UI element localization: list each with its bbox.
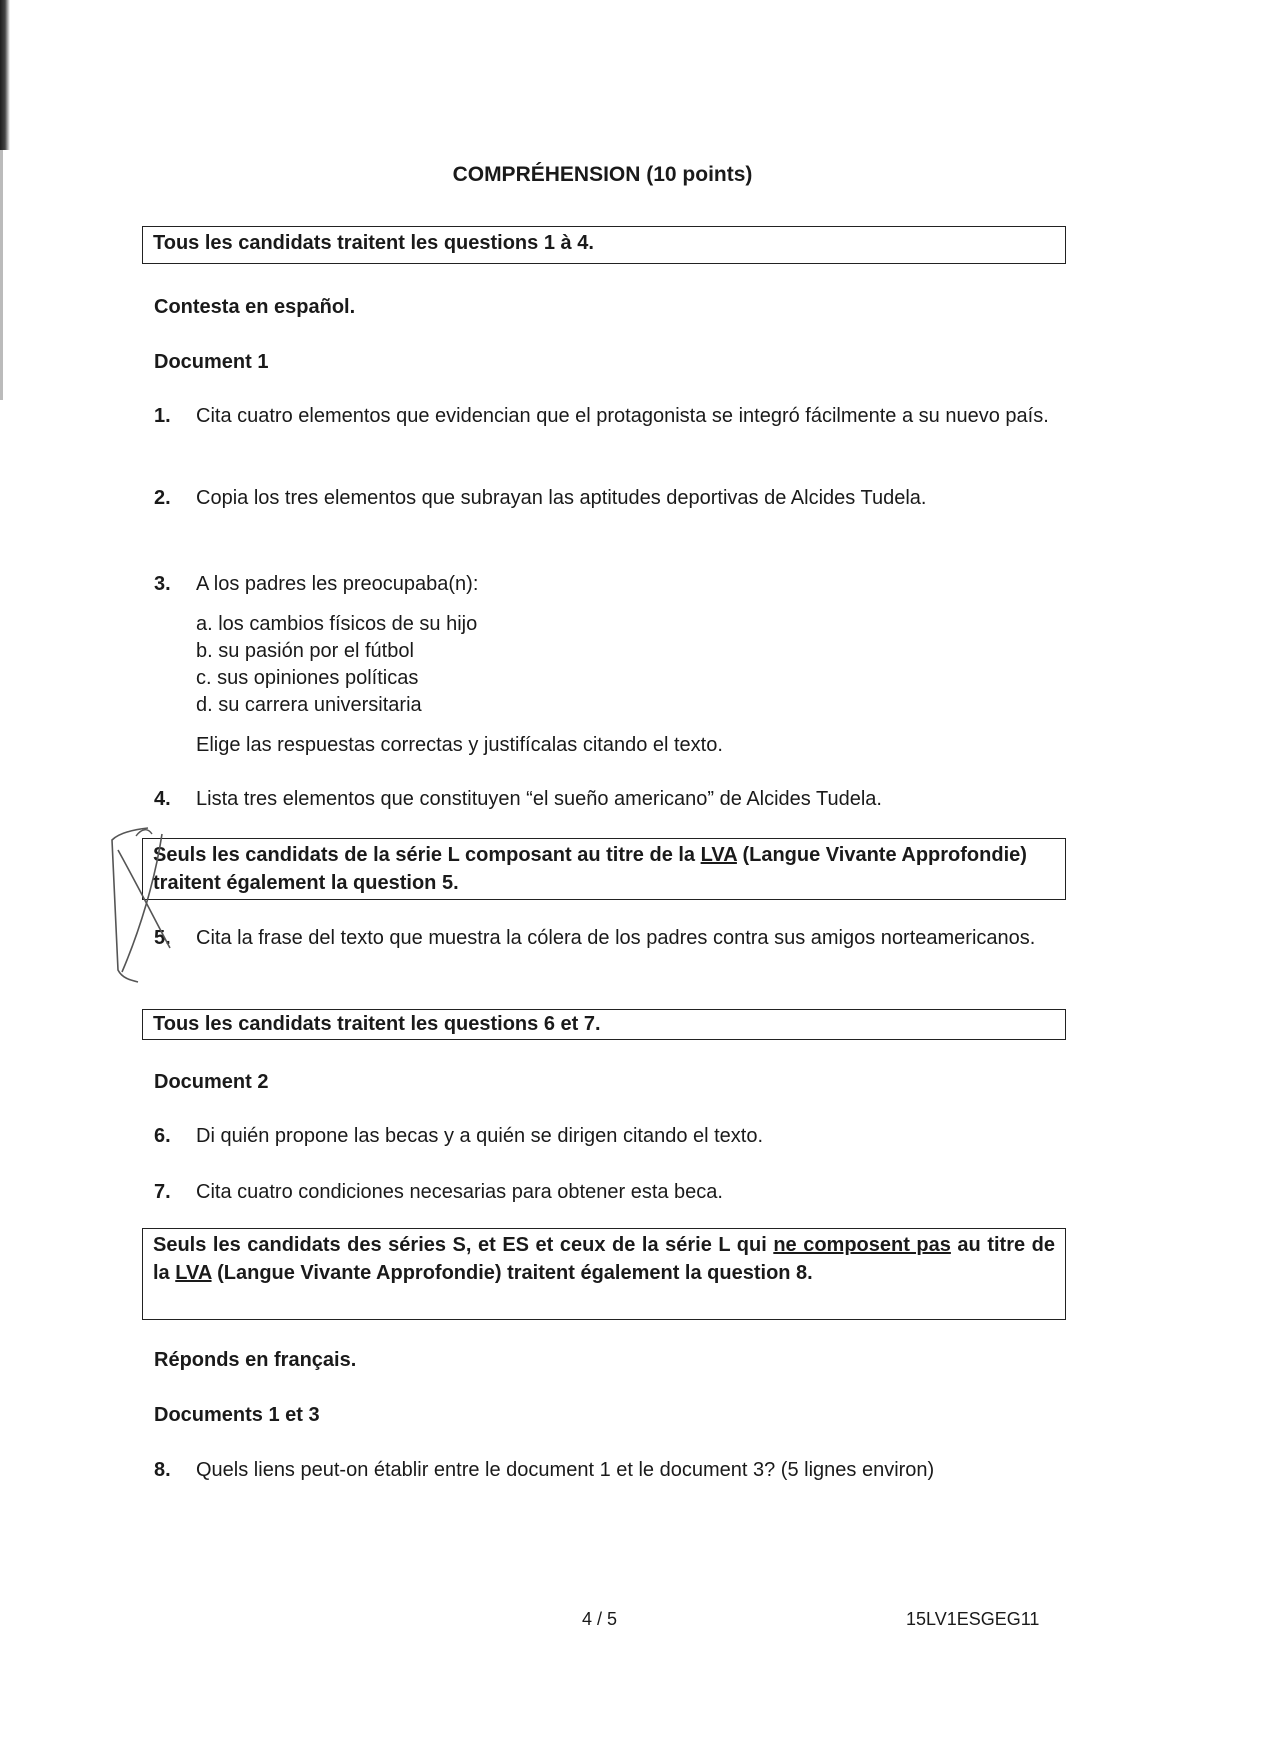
question-3 [154, 570, 1054, 598]
question-number: 4. [154, 788, 171, 810]
question-1 [154, 402, 1054, 430]
document-1-heading: Document 1 [154, 351, 269, 373]
option-b: b. su pasión por el fútbol [196, 640, 414, 662]
handwritten-cross-mark [100, 820, 220, 990]
document-code: 15LV1ESGEG11 [906, 1609, 1040, 1629]
ne-composent-pas-underlined: ne composent pas [773, 1234, 951, 1256]
question-8 [154, 1456, 1054, 1484]
box-text-part1: Seuls les candidats des séries S, et ES et ceux de la série L qui [153, 1234, 774, 1256]
question-6 [154, 1122, 1054, 1150]
question-number: 8. [154, 1459, 171, 1481]
question-number: 3. [154, 573, 171, 595]
instruction-box-q5 [142, 838, 1066, 900]
instruction-box-q8 [142, 1228, 1066, 1320]
question-5 [154, 924, 1054, 952]
box-text-part1: Seuls les candidats de la série L composant au titre de la [153, 844, 701, 866]
question-text: Cita cuatro condiciones necesarias para obtener esta beca. [196, 1181, 723, 1203]
box-text-part2: (Langue Vivante Approfondie) traitent également la question 5. [153, 844, 1027, 894]
question-text: Quels liens peut-on établir entre le document 1 et le document 3? (5 lignes environ) [196, 1459, 935, 1481]
lva-underlined: LVA [700, 844, 737, 866]
page-number: 4 / 5 [582, 1609, 618, 1629]
question-number: 7. [154, 1181, 171, 1203]
scan-edge-line [0, 150, 3, 400]
page-title: COMPRÉHENSION (10 points) [452, 163, 753, 186]
option-c: c. sus opiniones políticas [196, 667, 419, 689]
question-text: Di quién propone las becas y a quién se dirigen citando el texto. [196, 1125, 764, 1147]
instruction-french: Réponds en français. [154, 1349, 357, 1371]
box-text-part3: (Langue Vivante Approfondie) traitent également la question 8. [211, 1262, 813, 1284]
question-text: A los padres les preocupaba(n): [196, 573, 479, 595]
documents-1-3-heading: Documents 1 et 3 [154, 1404, 320, 1426]
question-number: 5. [154, 927, 171, 949]
option-d: d. su carrera universitaria [196, 694, 422, 716]
instruction-box-q1-4 [142, 226, 1066, 264]
instruction-spanish: Contesta en español. [154, 296, 356, 318]
document-2-heading: Document 2 [154, 1071, 269, 1093]
question-number: 1. [154, 405, 171, 427]
question-4 [154, 785, 1054, 813]
instruction-box-text: Tous les candidats traitent les questions 1 à 4. [153, 232, 594, 254]
instruction-box-text: Tous les candidats traitent les questions 6 et 7. [153, 1013, 601, 1035]
question-7 [154, 1178, 1054, 1206]
question-text: Lista tres elementos que constituyen “el sueño americano” de Alcides Tudela. [196, 788, 882, 810]
question-3-instruction: Elige las respuestas correctas y justifícalas citando el texto. [196, 734, 723, 756]
question-number: 2. [154, 487, 171, 509]
question-text: Copia los tres elementos que subrayan las aptitudes deportivas de Alcides Tudela. [196, 487, 927, 509]
question-text: Cita la frase del texto que muestra la cólera de los padres contra sus amigos norteamericanos. [196, 927, 1036, 949]
question-text: Cita cuatro elementos que evidencian que el protagonista se integró fácilmente a su nuevo país. [196, 405, 1049, 427]
box-text-part2: au titre de la [153, 1234, 1055, 1284]
option-a: a. los cambios físicos de su hijo [196, 613, 478, 635]
question-2 [154, 484, 1054, 512]
question-number: 6. [154, 1125, 171, 1147]
scan-edge-shadow [0, 0, 10, 150]
lva-underlined: LVA [175, 1262, 212, 1284]
instruction-box-q6-7 [142, 1009, 1066, 1040]
